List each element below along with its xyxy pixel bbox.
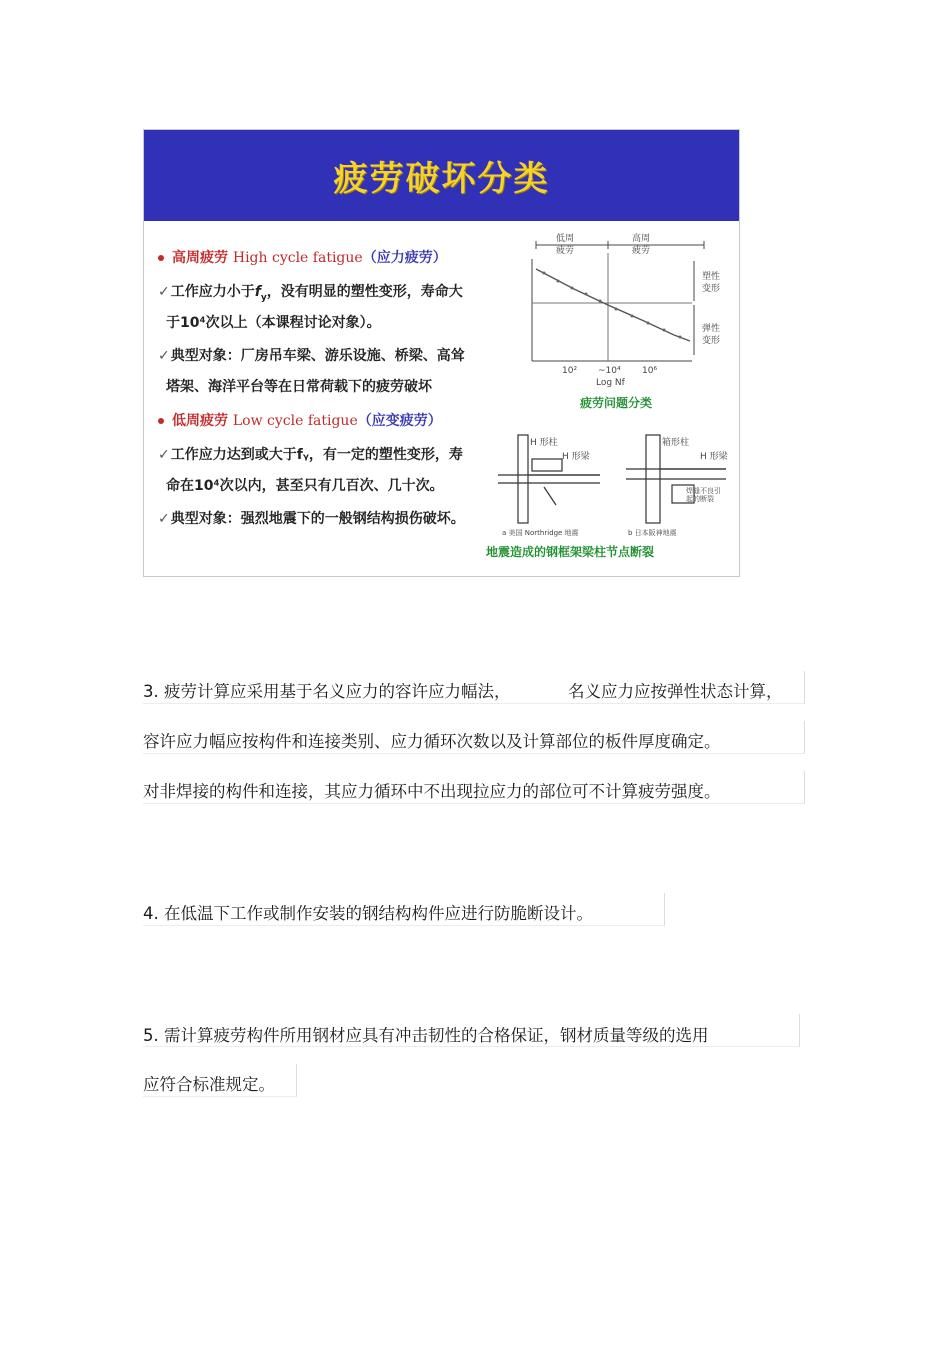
label-elastic-2: 变形 bbox=[702, 336, 721, 346]
left-sketch-caption: a 美国 Northridge 地震 bbox=[502, 529, 579, 537]
right-joint-sketch bbox=[626, 435, 726, 523]
low-cycle-line-1: ✓工作应力达到或大于fᵧ，有一定的塑性变形，寿 bbox=[158, 447, 463, 463]
sn-diagram bbox=[514, 231, 729, 406]
slide-figure bbox=[143, 129, 740, 577]
paragraph-5-line-2: 应符合标准规定。 bbox=[143, 1075, 275, 1094]
paragraph-3-line-3: 对非焊接的构件和连接，其应力循环中不出现拉应力的部位可不计算疲劳强度。 bbox=[143, 782, 721, 801]
high-cycle-line-4: 塔架、海洋平台等在日常荷载下的疲劳破坏 bbox=[166, 379, 432, 395]
label-plastic-1: 塑性 bbox=[702, 272, 721, 282]
right-label-weld-2: 起的断裂 bbox=[686, 495, 714, 503]
slide-body bbox=[144, 221, 739, 577]
bullet-icon bbox=[158, 255, 164, 261]
check-icon: ✓ bbox=[158, 348, 170, 364]
paragraph-3-line-2: 容许应力幅应按构件和连接类别、应力循环次数以及计算部位的板件厚度确定。 bbox=[143, 732, 721, 751]
low-cycle-line-3: ✓典型对象：强烈地震下的一般钢结构损伤破坏。 bbox=[158, 511, 465, 527]
x-tick-3: 10⁶ bbox=[642, 366, 658, 376]
right-label-column: 箱形柱 bbox=[662, 438, 690, 448]
sn-caption: 疲劳问题分类 bbox=[580, 396, 653, 410]
paragraph-4: 4. 在低温下工作或制作安装的钢结构构件应进行防脆断设计。 bbox=[143, 904, 593, 923]
right-label-beam: H 形梁 bbox=[700, 452, 728, 462]
x-tick-2: ~10⁴ bbox=[598, 366, 621, 376]
label-elastic-1: 弹性 bbox=[702, 324, 721, 334]
x-axis-label: Log Nf bbox=[596, 378, 625, 388]
slide-title: 疲劳破坏分类 bbox=[333, 159, 550, 199]
label-low-cycle-1: 低周 bbox=[556, 234, 575, 244]
high-cycle-heading: 高周疲劳 High cycle fatigue（应力疲劳） bbox=[158, 247, 447, 267]
frame-joint-sketches bbox=[496, 429, 736, 539]
left-joint-sketch bbox=[498, 435, 600, 523]
low-cycle-heading: 低周疲劳 Low cycle fatigue（应变疲劳） bbox=[158, 410, 442, 430]
paragraph-3-line-1b: 名义应力应按弹性状态计算， bbox=[568, 682, 783, 701]
check-icon: ✓ bbox=[158, 447, 170, 463]
paragraph-3-line-1a: 3. 疲劳计算应采用基于名义应力的容许应力幅法， bbox=[143, 682, 511, 701]
label-low-cycle-2: 疲劳 bbox=[556, 246, 575, 256]
sn-curve bbox=[536, 269, 690, 341]
label-plastic-2: 变形 bbox=[702, 284, 721, 294]
slide-header bbox=[144, 130, 739, 221]
high-cycle-line-1: ✓工作应力小于$f_y$，没有明显的塑性变形，寿命大 bbox=[158, 284, 463, 303]
high-cycle-line-3: ✓典型对象：厂房吊车梁、游乐设施、桥梁、高耸 bbox=[158, 348, 465, 364]
right-sketch-caption: b 日本阪神地震 bbox=[628, 529, 677, 537]
left-label-column: H 形柱 bbox=[530, 438, 558, 448]
low-cycle-line-2: 命在10⁴次以内，甚至只有几百次、几十次。 bbox=[166, 478, 444, 494]
left-label-beam: H 形梁 bbox=[562, 452, 590, 462]
label-high-cycle-2: 疲劳 bbox=[632, 246, 651, 256]
high-cycle-line-2: 于10⁴次以上（本课程讨论对象）。 bbox=[166, 315, 381, 331]
check-icon: ✓ bbox=[158, 284, 170, 300]
label-high-cycle-1: 高周 bbox=[632, 234, 651, 244]
right-label-weld-1: 焊缝不良引 bbox=[686, 487, 721, 495]
x-tick-1: 10² bbox=[562, 366, 578, 376]
frames-caption: 地震造成的钢框架梁柱节点断裂 bbox=[486, 545, 655, 559]
bullet-icon bbox=[158, 418, 164, 424]
check-icon: ✓ bbox=[158, 511, 170, 527]
paragraph-5-line-1: 5. 需计算疲劳构件所用钢材应具有冲击韧性的合格保证，钢材质量等级的选用 bbox=[143, 1026, 709, 1045]
